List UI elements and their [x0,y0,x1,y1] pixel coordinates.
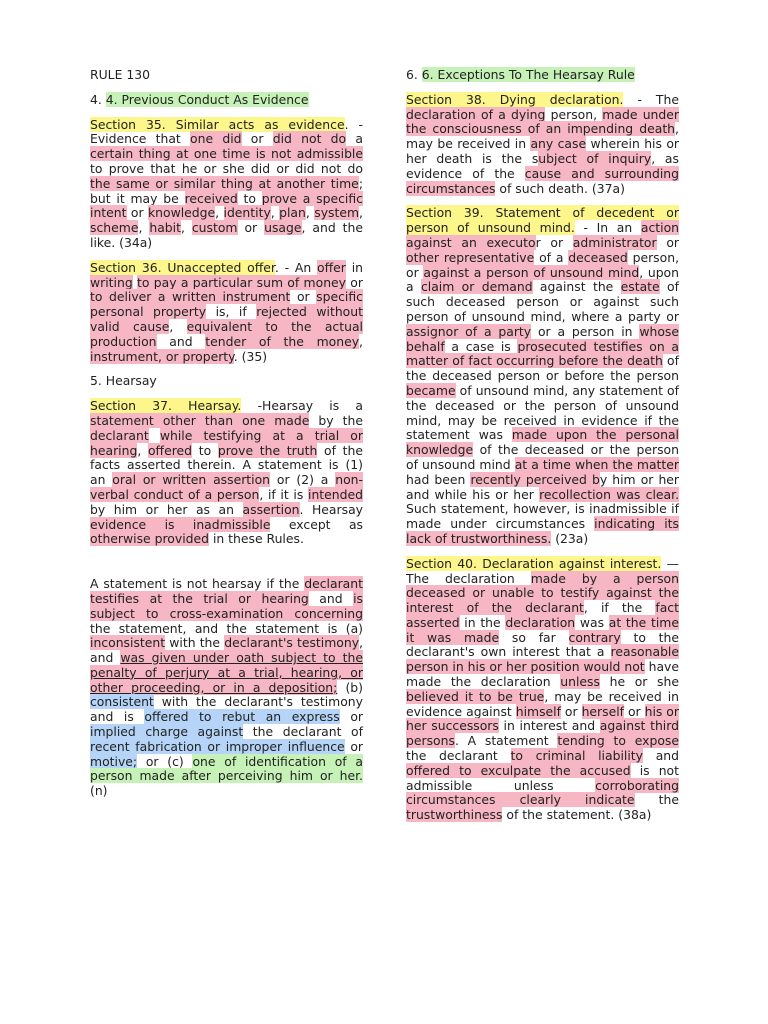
section-37-title: Section 37. Hearsay. [90,398,242,414]
heading-previous-conduct: 4. 4. Previous Conduct As Evidence [90,91,309,107]
section-38: Section 38. Dying declaration. - The declaration of a dying person, made under the consciousness of an impending death, may be received in any case wherein his or her death is the subject of inquiry, as evidence of the cause and surrounding circumstances of such death. (37a) [406,91,680,196]
not-hearsay-paragraph: A statement is not hearsay if the declarant testifies at the trial or hearing and is subject to cross-examination concerning the statement, and the statement is (a) inconsistent with the declarant's testimony, and was given under oath subject to the penalty of perjury at a trial, hearing, or other proceeding, or in a deposition; (b) consistent with the declarant's testimony and is offered to rebut an express or implied charge against the declarant of recent fabrication or improper influence or motive; or (c) one of identification of a person made after perceiving him or her. (n) [90,576,363,799]
section-39-title: Section 39. Statement of decedent or person of unsound mind. [406,205,679,236]
section-38-title: Section 38. Dying declaration. [406,91,624,107]
section-36-title: Section 36. Unaccepted offer [90,259,275,275]
rule-heading: RULE 130 [90,67,150,82]
heading-exceptions: 6. 6. Exceptions To The Hearsay Rule [406,67,635,82]
section-37: Section 37. Hearsay. -Hearsay is a statement other than one made by the declarant while testifying at a trial or hearing, offered to prove the truth of the facts asserted therein. A statement is (1) an oral or written assertion or (2) a non-verbal conduct of a person, if it is intended by him or her as an assertion. Hearsay evidence is inadmissible except as otherwise provided in these Rules. [90,398,364,547]
left-column [90,68,363,809]
section-35-title: Section 35. Similar acts as evidence [90,116,345,132]
right-column [406,68,679,833]
section-39: Section 39. Statement of decedent or person of unsound mind. - In an action against an executor or administrator or other representative of a deceased person, or against a person of unsound mind, upon a claim or demand against the estate of such deceased person or against such person of unsound mind, where a party or assignor of a party or a person in whose behalf a case is prosecuted testifies on a matter of fact occurring before the death of the deceased person or before the person became of unsound mind, any statement of the deceased or the person of unsound mind, may be received in evidence if the statement was made upon the personal knowledge of the deceased or the person of unsound mind at a time when the matter had been recently perceived by him or her and while his or her recollection was clear. Such statement, however, is inadmissible if made under circumstances indicating its lack of trustworthiness. (23a) [406,205,680,546]
section-40-title: Section 40. Declaration against interest. [406,555,662,571]
section-40: Section 40. Declaration against interest. — The declaration made by a person deceased or unable to testify against the interest of the declarant, if the fact asserted in the declaration was at the time it was made so far contrary to the declarant's own interest that a reasonable person in his or her position would not have made the declaration unless he or she believed it to be true, may be received in evidence against himself or herself or his or her successors in interest and against third persons. A statement tending to expose the declarant to criminal liability and offered to exculpate the accused is not admissible unless corroborating circumstances clearly indicate the trustworthiness of the statement. (38a) [406,555,680,823]
heading-hearsay: 5. Hearsay [90,373,157,389]
section-35: Section 35. Similar acts as evidence. - Evidence that one did or did not do a certain thing at one time is not admissible to prove that he or she did or did not do the same or similar thing at another time; but it may be received to prove a specific intent or knowledge, identity, plan, system, scheme, habit, custom or usage, and the like. (34a) [90,116,363,250]
section-36: Section 36. Unaccepted offer. - An offer in writing to pay a particular sum of money or to deliver a written instrument or specific personal property is, if rejected without valid cause, equivalent to the actual production and tender of the money, instrument, or property. (35) [90,259,363,364]
